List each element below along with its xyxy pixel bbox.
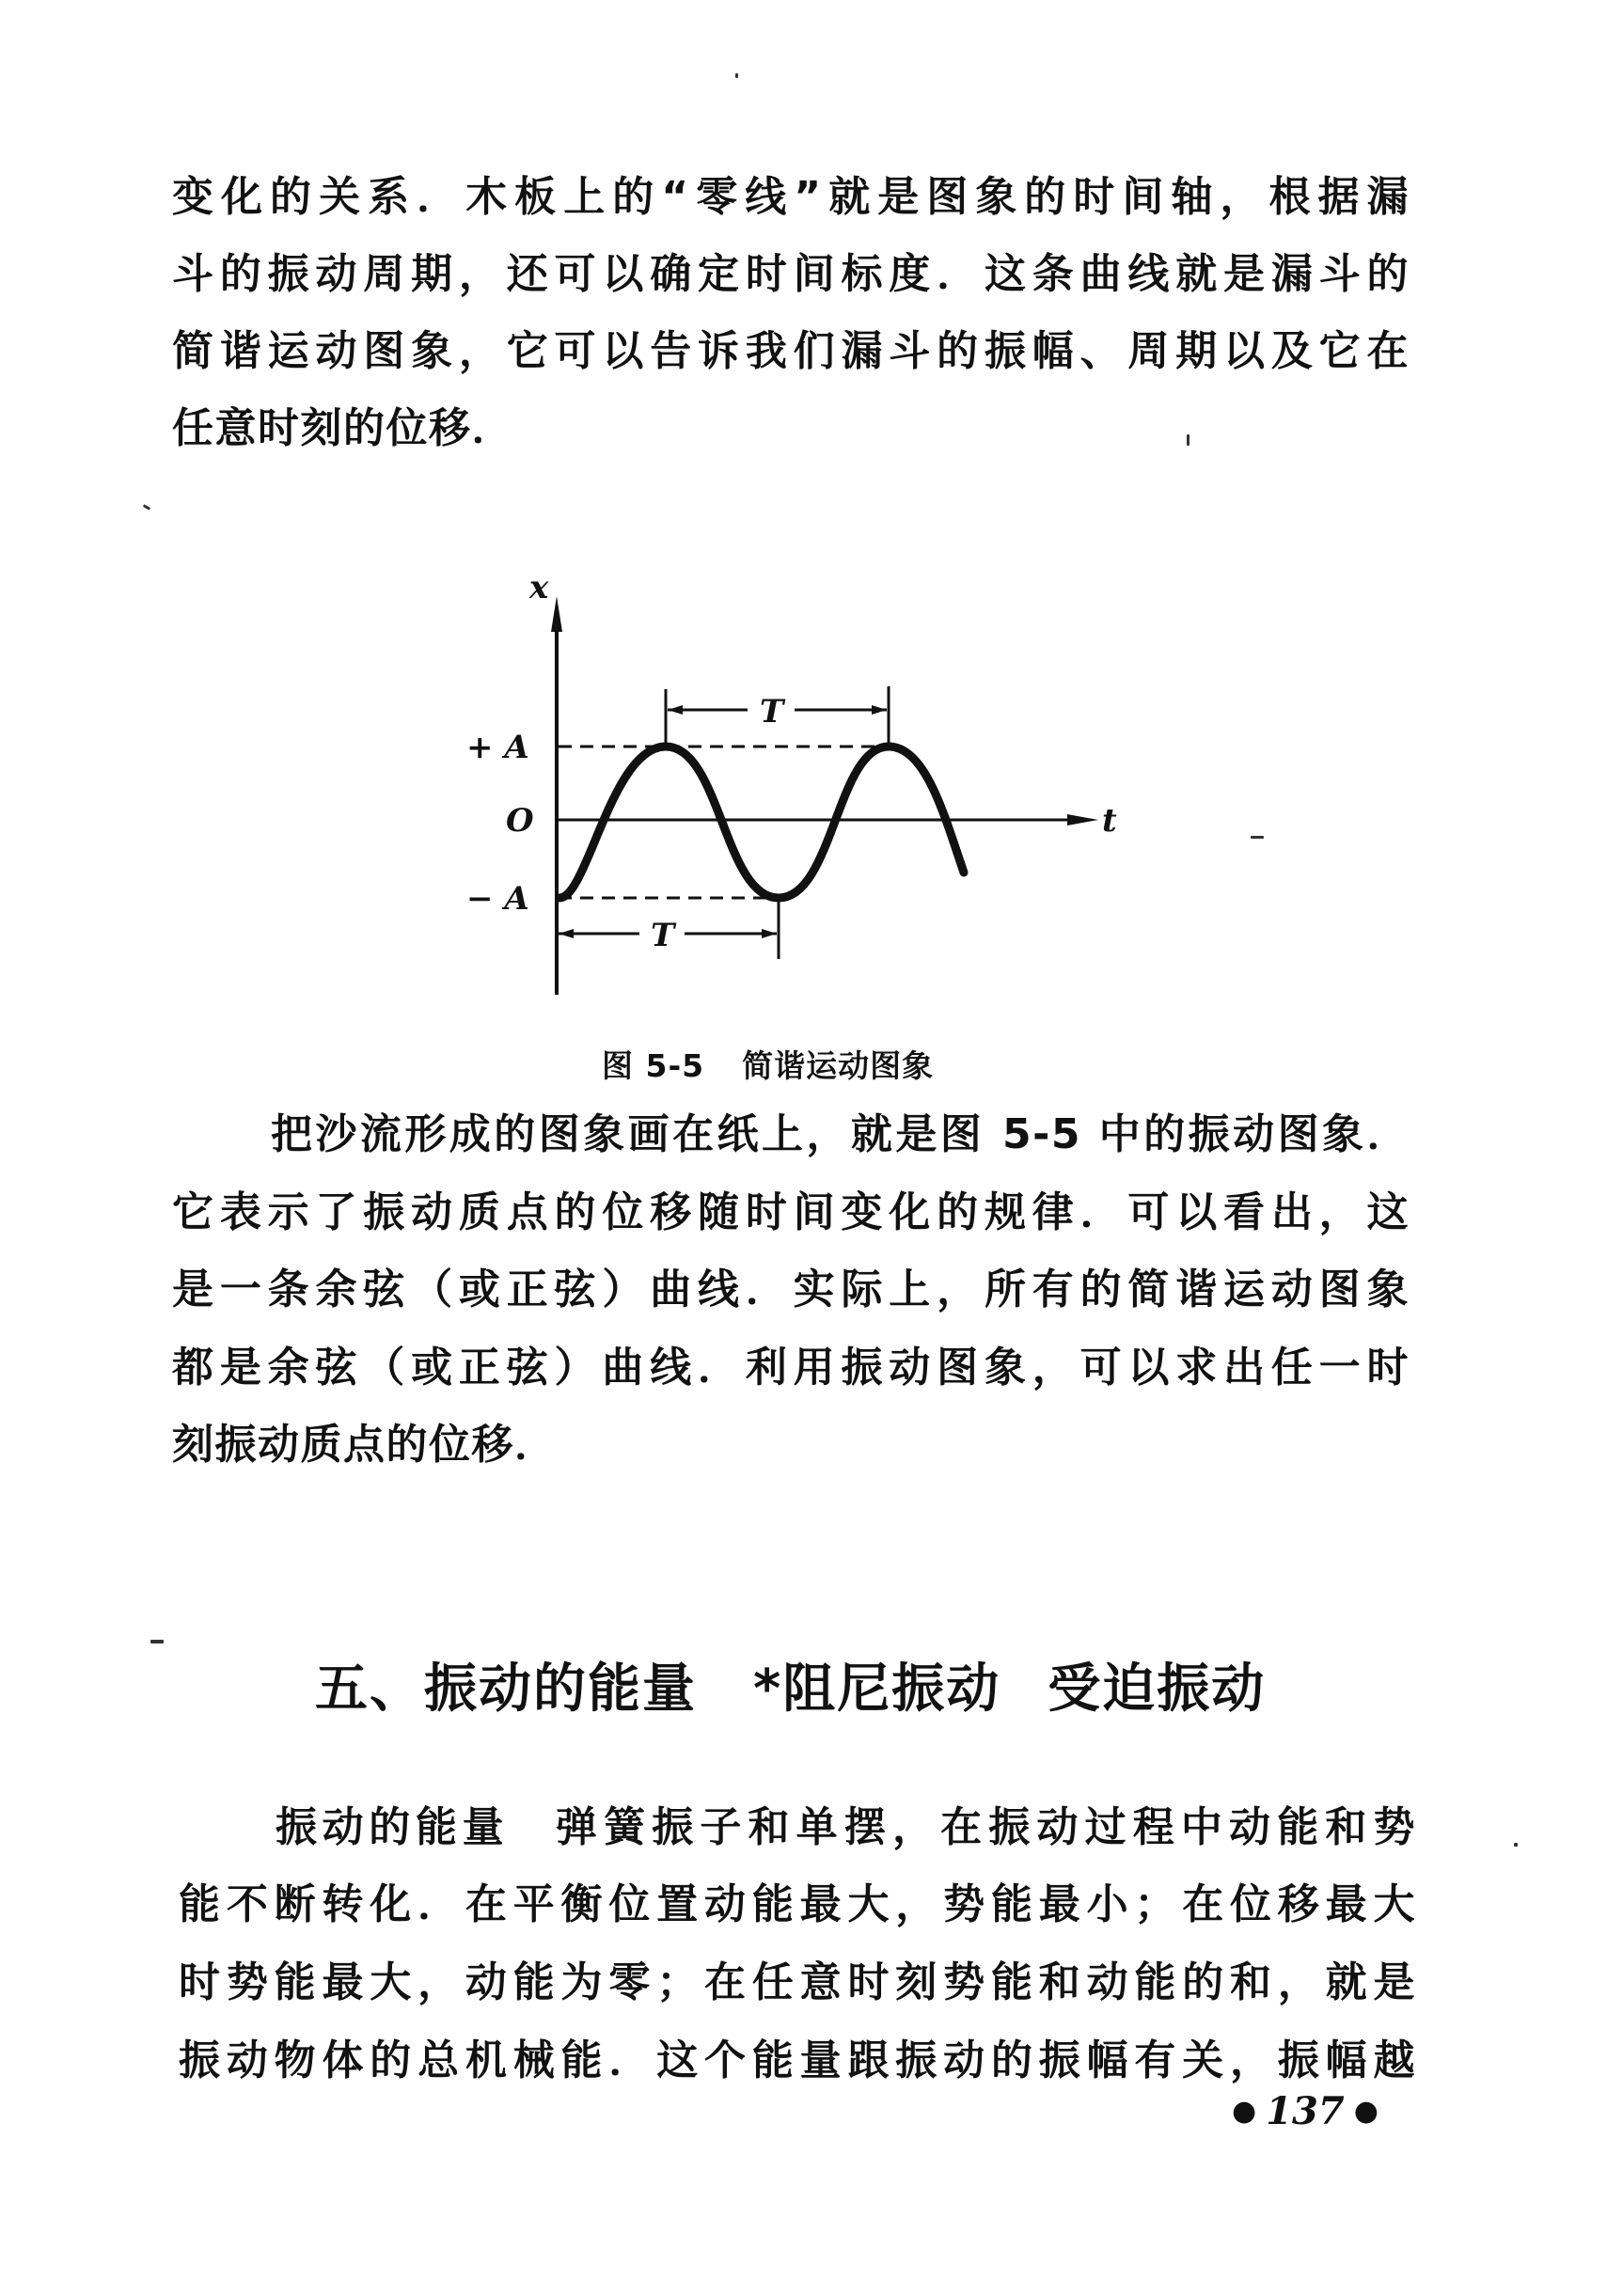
text-span: 弹簧振子和单摆，在振动过程中动能和势	[550, 1803, 1417, 1851]
shm-curve	[559, 747, 964, 898]
figure-shm-graph	[442, 564, 1157, 1006]
text-line	[276, 1803, 1416, 1852]
text-line: 是一条余弦（或正弦）曲线．实际上，所有的简谐运动图象	[172, 1266, 1410, 1313]
period-label-top: T	[760, 693, 784, 731]
heading-part-forced: 受迫振动	[1048, 1659, 1267, 1720]
t-axis-arrow-icon	[1067, 814, 1098, 826]
heading-part-damped: *阻尼振动	[753, 1659, 1001, 1720]
page-number-value: 137	[1266, 2089, 1345, 2133]
figure-title: 简谐运动图象	[742, 1047, 935, 1084]
origin-label: O	[506, 802, 534, 840]
scan-speck	[1187, 434, 1189, 446]
x-axis-arrow-icon	[551, 596, 562, 632]
text-line: 能不断转化．在平衡位置动能最大，势能最小；在位移最大	[179, 1880, 1416, 1928]
page-number	[1222, 2089, 1388, 2133]
text-line: 简谐运动图象，它可以告诉我们漏斗的振幅、周期以及它在	[172, 327, 1410, 375]
bullet-icon: ●	[1353, 2095, 1379, 2128]
heading-part-energy: 五、振动的能量	[315, 1659, 697, 1720]
text-line: 刻振动质点的位移．	[172, 1421, 558, 1469]
text-line: 把沙流形成的图象画在纸上，就是图 5-5 中的振动图象．	[271, 1110, 1410, 1158]
text-line: 时势能最大，动能为零；在任意时刻势能和动能的和，就是	[179, 1958, 1416, 2006]
arrow-right-icon	[762, 929, 777, 938]
scan-speck	[1251, 836, 1264, 839]
x-axis-label: x	[529, 569, 549, 606]
scan-speck	[143, 504, 150, 511]
scan-speck	[735, 73, 738, 78]
scan-speck	[150, 1640, 164, 1643]
minus-a-label: − A	[466, 880, 529, 918]
text-line: 任意时刻的位移．	[172, 404, 514, 452]
shm-graph-svg	[442, 564, 1157, 1006]
scan-speck	[1514, 1843, 1518, 1847]
figure-caption	[602, 1042, 934, 1086]
text-line: 都是余弦（或正弦）曲线．利用振动图象，可以求出任一时	[172, 1344, 1410, 1392]
section-heading	[315, 1647, 1266, 1722]
run-in-title: 振动的能量	[276, 1803, 510, 1851]
arrow-right-icon	[872, 705, 887, 715]
bullet-icon: ●	[1232, 2095, 1257, 2128]
t-axis-label: t	[1102, 802, 1117, 840]
text-line: 变化的关系．木板上的“零线”就是图象的时间轴，根据漏	[172, 173, 1410, 221]
text-line: 它表示了振动质点的位移随时间变化的规律．可以看出，这	[172, 1188, 1410, 1236]
text-line: 斗的振动周期，还可以确定时间标度．这条曲线就是漏斗的	[172, 250, 1410, 298]
text-line: 振动物体的总机械能．这个能量跟振动的振幅有关，振幅越	[179, 2037, 1416, 2084]
arrow-left-icon	[559, 929, 574, 938]
arrow-left-icon	[668, 705, 683, 715]
plus-a-label: + A	[466, 729, 529, 766]
figure-number: 图 5-5	[602, 1047, 705, 1084]
period-label-bottom: T	[651, 917, 675, 954]
